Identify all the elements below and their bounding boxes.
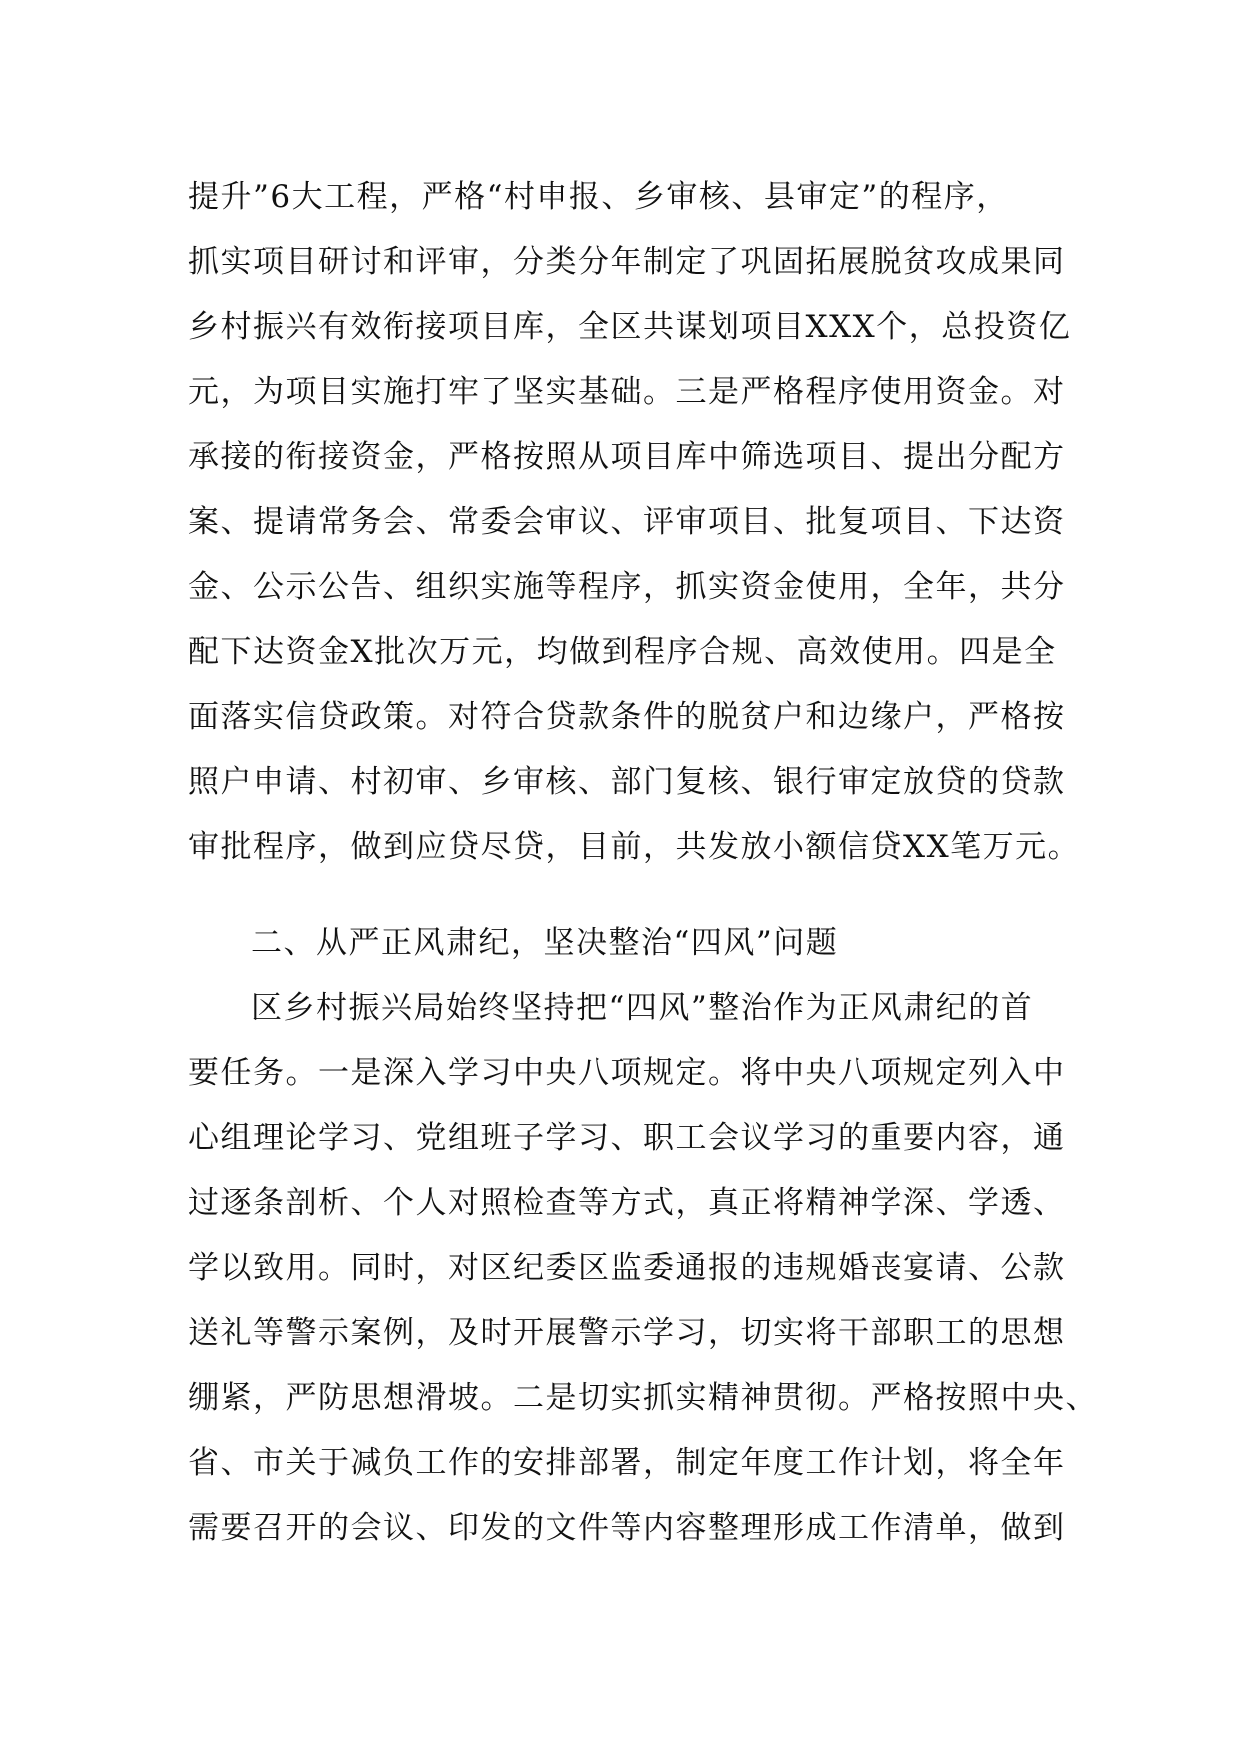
text-line: 元，为项目实施打牢了坚实基础。三是严格程序使用资金。对 (188, 374, 1066, 410)
text-line: 送礼等警示案例，及时开展警示学习，切实将干部职工的思想 (188, 1315, 1066, 1351)
text-line: 省、市关于减负工作的安排部署，制定年度工作计划，将全年 (188, 1445, 1066, 1481)
text-line: 案、提请常务会、常委会审议、评审项目、批复项目、下达资 (188, 504, 1066, 540)
section-four-winds (188, 911, 1098, 1561)
text-line: 承接的衔接资金，严格按照从项目库中筛选项目、提出分配方 (188, 439, 1066, 475)
section-heading: 二、从严正风肃纪，坚决整治“四风”问题 (251, 925, 839, 961)
text-line: 区乡村振兴局始终坚持把“四风”整治作为正风肃纪的首 (251, 990, 1034, 1026)
text-line: 需要召开的会议、印发的文件等内容整理形成工作清单，做到 (188, 1510, 1066, 1546)
text-line: 心组理论学习、党组班子学习、职工会议学习的重要内容，通 (188, 1120, 1066, 1156)
text-line: 过逐条剖析、个人对照检查等方式，真正将精神学深、学透、 (188, 1185, 1066, 1221)
paragraph-project-funds (188, 165, 1081, 880)
text-line: 金、公示公告、组织实施等程序，抓实资金使用，全年，共分 (188, 569, 1066, 605)
text-line: 配下达资金X批次万元，均做到程序合规、高效使用。四是全 (188, 634, 1057, 670)
text-line: 抓实项目研讨和评审，分类分年制定了巩固拓展脱贫攻成果同 (188, 244, 1066, 280)
text-line: 照户申请、村初审、乡审核、部门复核、银行审定放贷的贷款 (188, 764, 1066, 800)
text-line: 面落实信贷政策。对符合贷款条件的脱贫户和边缘户，严格按 (188, 699, 1066, 735)
text-line: 审批程序，做到应贷尽贷，目前，共发放小额信贷XX笔万元。 (188, 829, 1081, 865)
text-line: 提升”6大工程，严格“村申报、乡审核、县审定”的程序， (188, 179, 1009, 215)
text-line: 乡村振兴有效衔接项目库，全区共谋划项目XXX个，总投资亿 (188, 309, 1072, 345)
text-line: 要任务。一是深入学习中央八项规定。将中央八项规定列入中 (188, 1055, 1066, 1091)
text-line: 绷紧，严防思想滑坡。二是切实抓实精神贯彻。严格按照中央、 (188, 1380, 1098, 1416)
text-line: 学以致用。同时，对区纪委区监委通报的违规婚丧宴请、公款 (188, 1250, 1066, 1286)
